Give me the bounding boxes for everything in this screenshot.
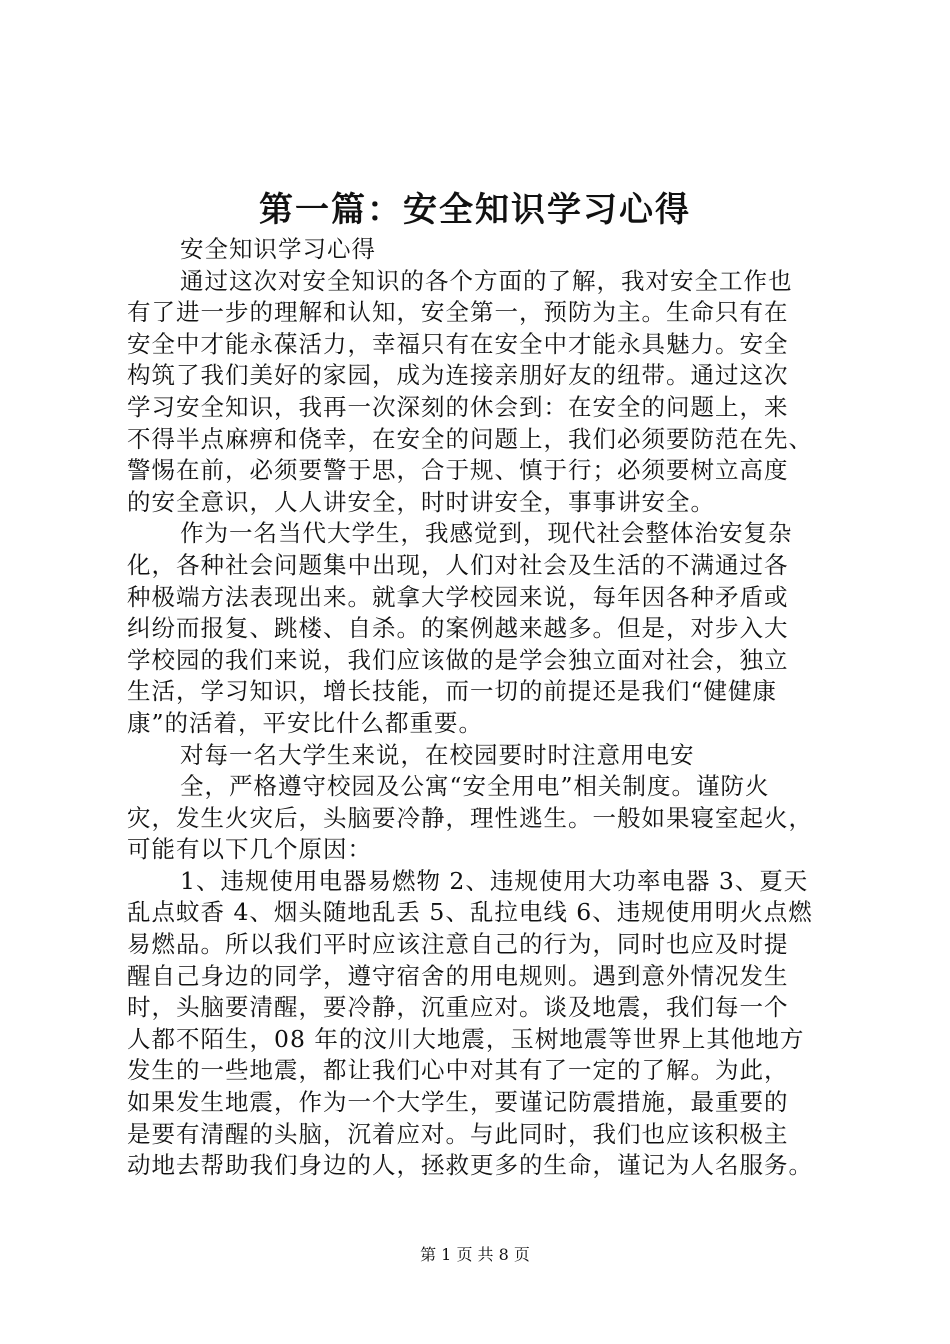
paragraph-line: 通过这次对安全知识的各个方面的了解，我对安全工作也: [180, 266, 793, 295]
paragraph-line: 醒自己身边的同学，遵守宿舍的用电规则。遇到意外情况发生: [127, 961, 789, 990]
paragraph-line: 种极端方法表现出来。就拿大学校园来说，每年因各种矛盾或: [127, 582, 789, 611]
paragraph-line: 人都不陌生，08 年的汶川大地震，玉树地震等世界上其他地方: [127, 1024, 805, 1053]
paragraph-line: 动地去帮助我们身边的人，拯救更多的生命，谨记为人名服务。: [127, 1151, 813, 1180]
paragraph-line: 康”的活着，平安比什么都重要。: [127, 708, 484, 737]
paragraph-line: 不得半点麻痹和侥幸，在安全的问题上，我们必须要防范在先、: [127, 424, 813, 453]
paragraph-line: 是要有清醒的头脑，沉着应对。与此同时，我们也应该积极主: [127, 1119, 789, 1148]
paragraph-line: 学校园的我们来说，我们应该做的是学会独立面对社会，独立: [127, 645, 789, 674]
paragraph-line: 易燃品。所以我们平时应该注意自己的行为，同时也应及时提: [127, 930, 789, 959]
document-body: [127, 234, 833, 1182]
paragraph-line: 作为一名当代大学生，我感觉到，现代社会整体治安复杂: [180, 519, 793, 548]
paragraph-line: 化，各种社会问题集中出现，人们对社会及生活的不满通过各: [127, 550, 789, 579]
paragraph-line: 乱点蚊香 4、烟头随地乱丢 5、乱拉电线 6、违规使用明火点燃: [127, 898, 813, 927]
paragraph-line: 1、违规使用电器易燃物 2、违规使用大功率电器 3、夏天: [180, 866, 809, 895]
paragraph-line: 灾，发生火灾后，头脑要冷静，理性逃生。一般如果寝室起火，: [127, 803, 813, 832]
page-footer: 第 1 页 共 8 页: [420, 1245, 530, 1264]
document-title: 第一篇：安全知识学习心得: [259, 190, 691, 230]
paragraph-line: 学习安全知识，我再一次深刻的休会到：在安全的问题上，来: [127, 392, 789, 421]
paragraph-line: 警惕在前，必须要警于思，合于规、慎于行；必须要树立高度: [127, 456, 789, 485]
paragraph-line: 时，头脑要清醒，要冷静，沉重应对。谈及地震，我们每一个: [127, 993, 789, 1022]
paragraph-line: 有了进一步的理解和认知，安全第一，预防为主。生命只有在: [127, 298, 789, 327]
subtitle-line: 安全知识学习心得: [180, 235, 376, 263]
paragraph-line: 生活，学习知识，增长技能，而一切的前提还是我们“健健康: [127, 677, 778, 706]
paragraph-line: 发生的一些地震，都让我们心中对其有了一定的了解。为此，: [127, 1056, 789, 1085]
paragraph-line: 纠纷而报复、跳楼、自杀。的案例越来越多。但是，对步入大: [127, 614, 789, 643]
paragraph-line: 的安全意识，人人讲安全，时时讲安全，事事讲安全。: [127, 487, 715, 516]
paragraph-line: 全，严格遵守校园及公寓“安全用电”相关制度。谨防火: [180, 772, 770, 801]
paragraph-line: 可能有以下几个原因：: [127, 835, 372, 864]
paragraph-line: 如果发生地震，作为一个大学生，要谨记防震措施，最重要的: [127, 1088, 789, 1117]
paragraph-line: 对每一名大学生来说，在校园要时时注意用电安: [180, 740, 695, 769]
paragraph-line: 安全中才能永葆活力，幸福只有在安全中才能永具魅力。安全: [127, 329, 789, 358]
paragraph-line: 构筑了我们美好的家园，成为连接亲朋好友的纽带。通过这次: [127, 361, 789, 390]
